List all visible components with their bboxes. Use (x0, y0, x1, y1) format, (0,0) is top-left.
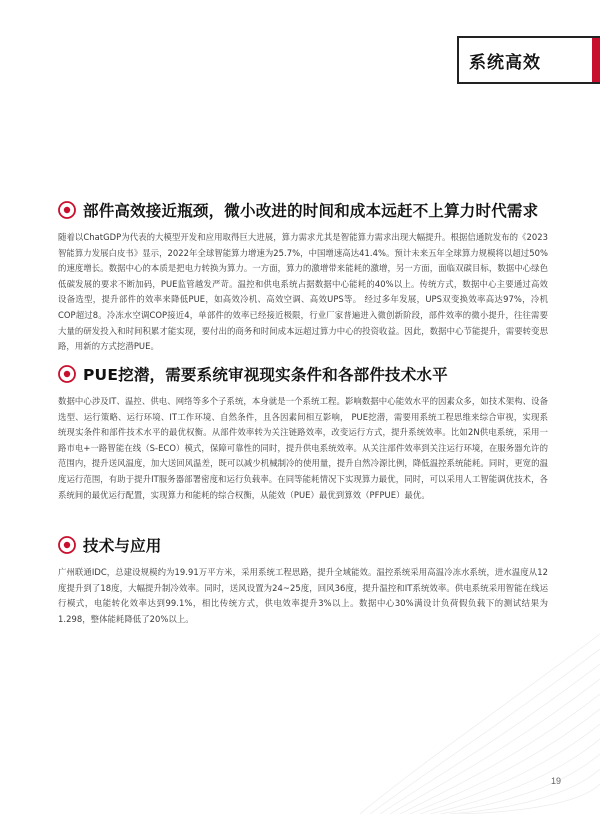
target-icon (58, 536, 76, 554)
section-title: PUE挖潜，需要系统审视现实条件和各部件技术水平 (83, 366, 448, 384)
section-pue-potential (58, 362, 548, 503)
section-body: 随着以ChatGDP为代表的大模型开发和应用取得巨大进展，算力需求尤其是智能算力需求出现大幅提升。根据信通院发布的《2023智能算力发展白皮书》显示，2022年全球智能算力增速为25.7%，中国增速高达41.4%。预计未来五年全球算力规模将以超过50%的速度增长。数据中心的本质是把电力转换为算力。一方面，算力的激增带来能耗的激增，另一方面，面临双碳目标，数据中心绿色低碳发展的要求不断加码，PUE监管越发严苛。温控和供电系统占据数据中心能耗的40%以上。传统方式，数据中心主要通过高效设备选型，提升部件的效率来降低PUE，如高效冷机、高效空调、高效UPS等。 经过多年发展，UPS双变换效率高达97%，冷机COP超过8。冷冻水空调COP接近4，单部件的效率已经接近极限，行业厂家普遍进入微创新阶段，部件效率的微小提升，往往需要大量的研发投入和时间积累才能实现，要付出的商务和时间成本远超过算力中心的投资收益。因此，数据中心节能提升，需要转变思路，用新的方式挖潜PUE。 (58, 232, 548, 352)
section-technology-application (58, 533, 548, 627)
section-heading (58, 198, 548, 222)
section-tab (457, 36, 600, 84)
section-title: 技术与应用 (83, 537, 162, 555)
section-tab-label: 系统高效 (469, 53, 541, 73)
section-heading (58, 533, 548, 557)
section-body: 广州联通IDC，总建设规模约为19.91万平方米，采用系统工程思路，提升全域能效。温控系统采用高温冷冻水系统，进水温度从12度提升到了18度，大幅提升制冷效率。同时，送风设置为24~25度，回风36度，提升温控和IT系统效率。供电系统采用智能在线运行模式，电能转化效率达到99.1%，相比传统方式，供电效率提升3%以上。数据中心30%满设计负荷假负载下的测试结果为1.298，整体能耗降低了20%以上。 (58, 567, 548, 624)
target-icon (58, 365, 76, 383)
page-number: 19 (551, 776, 562, 786)
tab-accent-bar (592, 38, 600, 82)
section-body: 数据中心涉及IT、温控、供电、网络等多个子系统，本身就是一个系统工程。影响数据中心能效水平的因素众多，如技术架构、设备选型、运行策略、运行环境、IT工作环境、自然条件，且各因素间相互影响， PUE挖潜，需要用系统工程思维来综合审视，实现系统现实条件和部件技术水平的最优权衡。从部件效率转为关注链路效率，改变运行方式，提升系统效率。比如2N供电系统，采用一路市电+一路智能在线（S-ECO）模式，保障可靠性的同时，提升供电系统效率。从关注部件效率到关注运行环境，在服务器允许的范围内，提升送风温度，加大送回风温差，既可以减少机械制冷的使用量，提升自然冷源比例，降低温控系统能耗。同时，更宽的温度运行范围，有助于提升IT服务器部署密度和运行负载率。在同等能耗情况下实现算力最优，同时，可以采用人工智能调优技术，各系统间的最优运行配置，实现算力和能耗的综合权衡，从能效（PUE）最优到算效（PFPUE）最优。 (58, 396, 548, 500)
section-heading (58, 362, 548, 386)
section-title: 部件高效接近瓶颈，微小改进的时间和成本远赶不上算力时代需求 (83, 202, 539, 220)
target-icon (58, 201, 76, 219)
section-component-efficiency (58, 198, 548, 355)
